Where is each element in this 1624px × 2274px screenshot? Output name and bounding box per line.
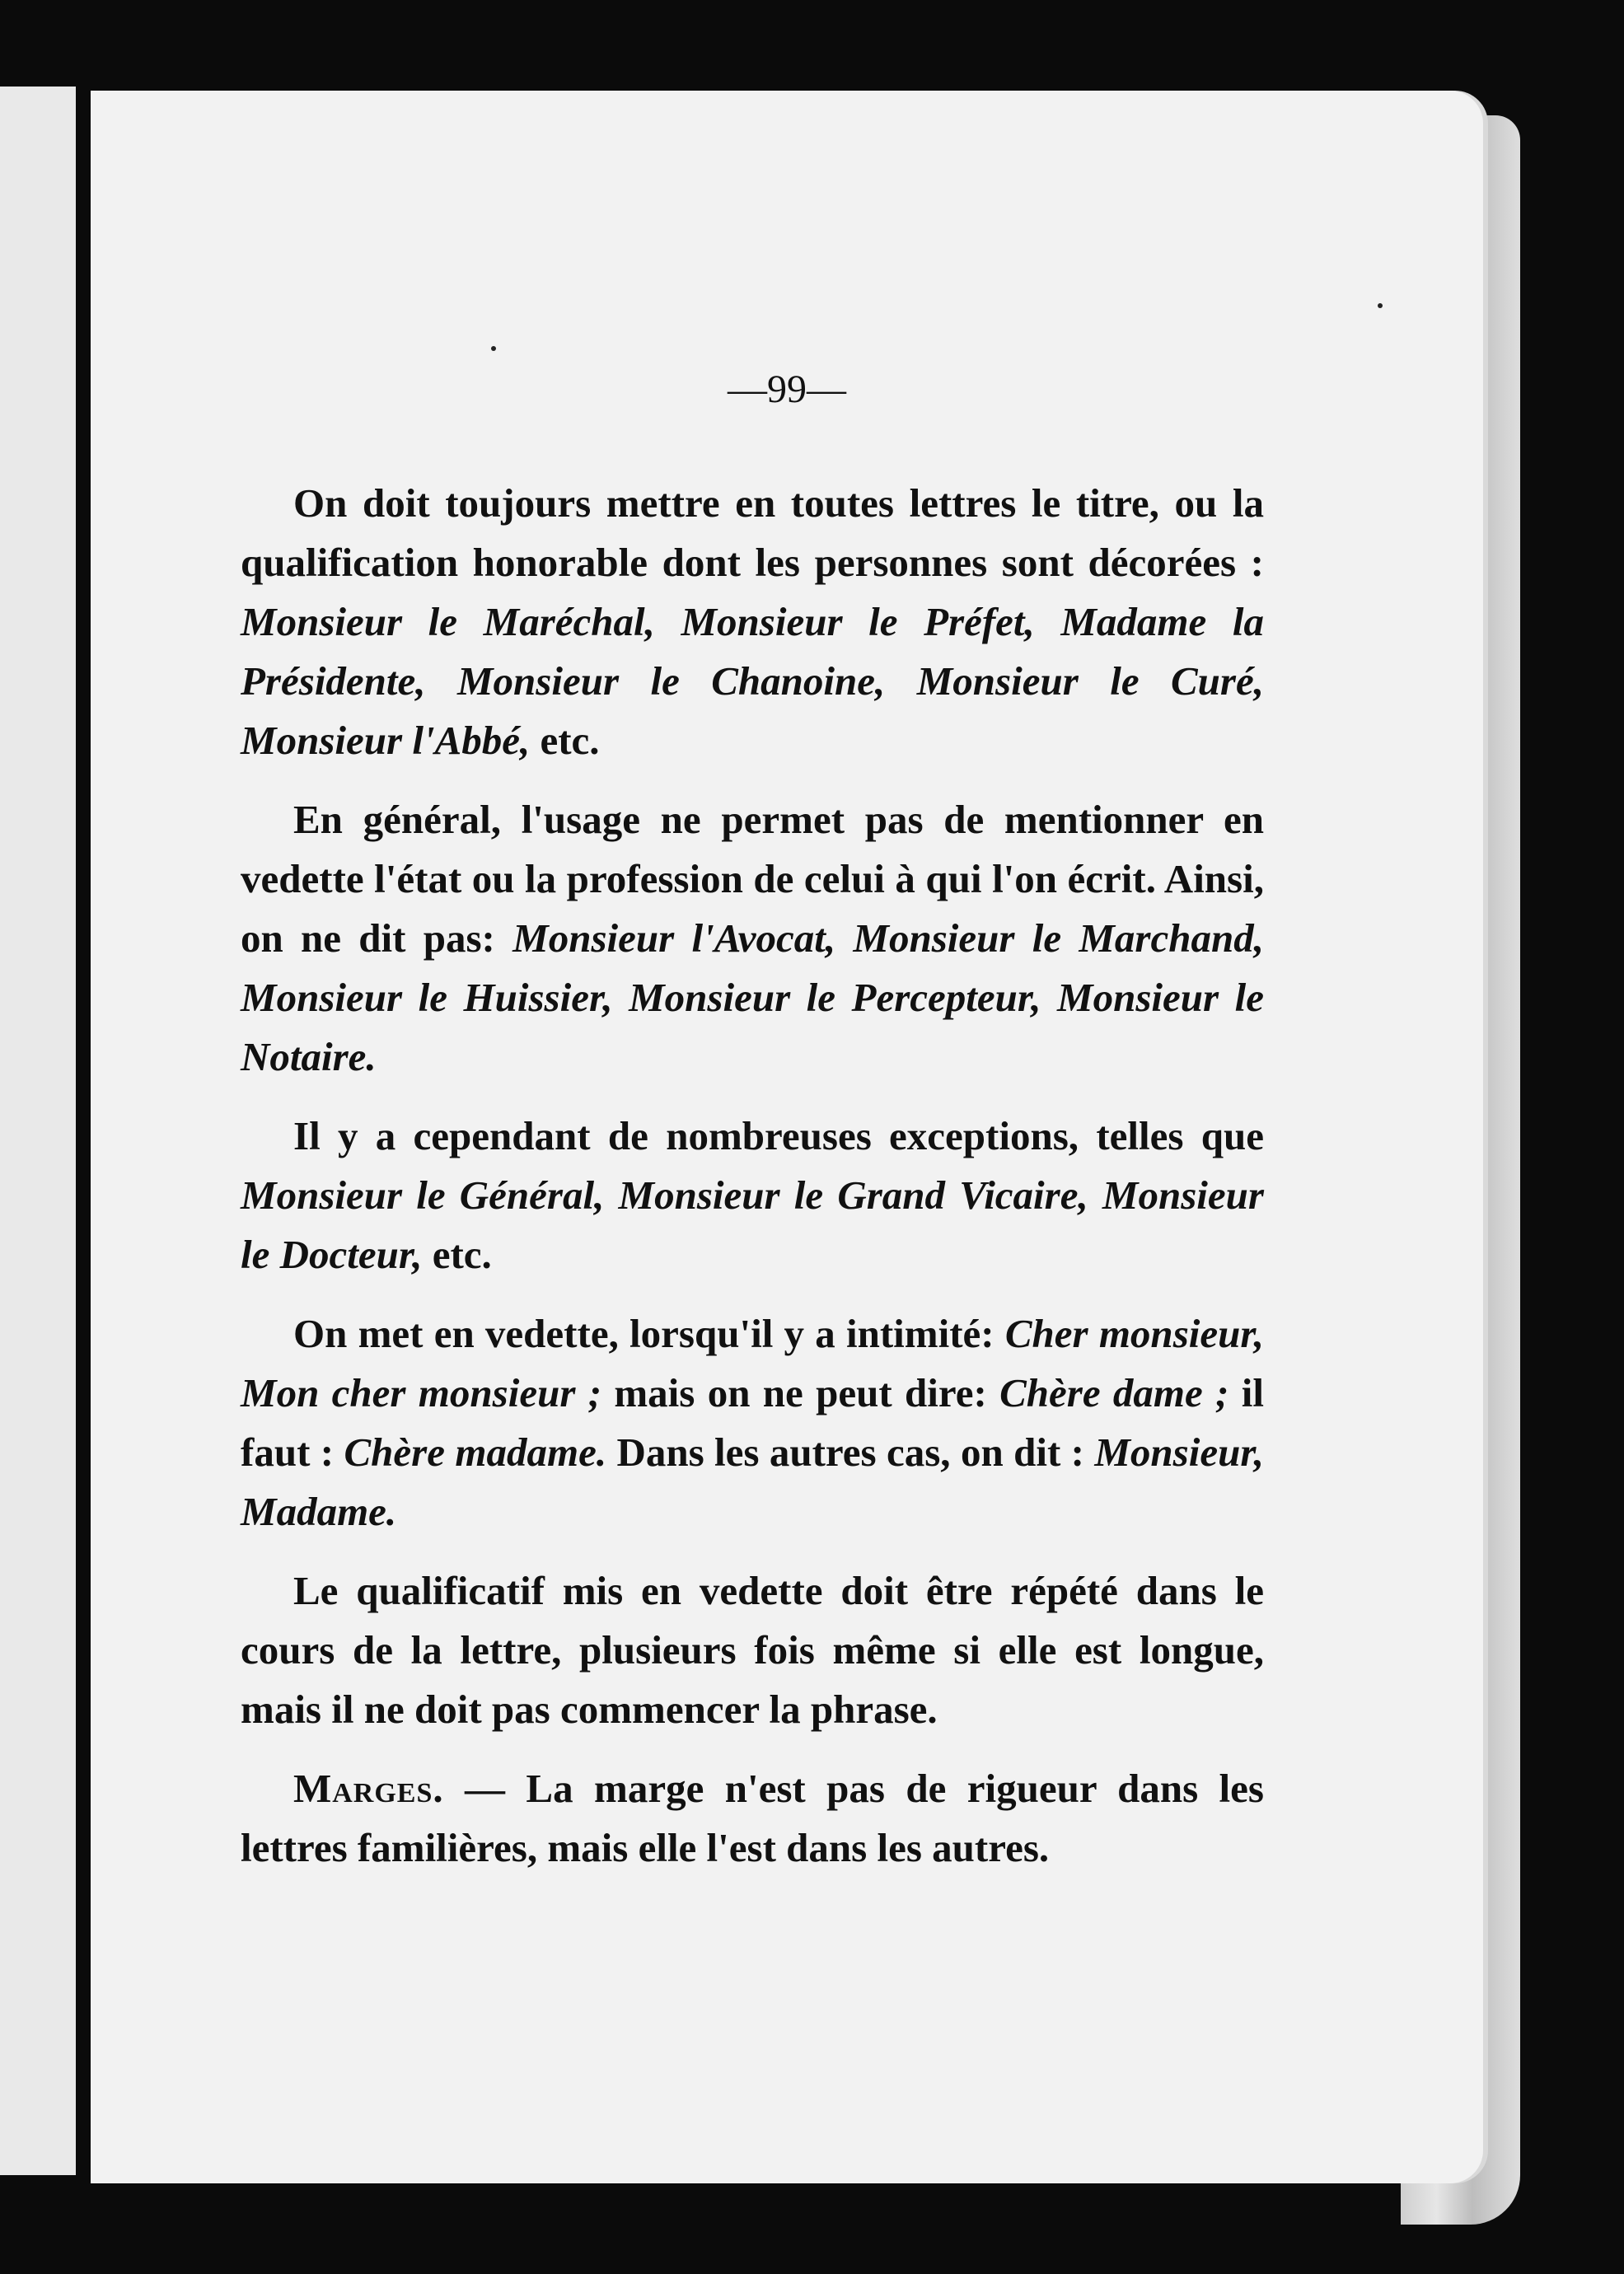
- italic-segment: Monsieur l'Avocat, Monsieur le Marchand, Monsieur le Huissier, Monsieur le Percepteur, Monsieur le Notaire.: [241, 915, 1265, 1079]
- book-page: [91, 91, 1483, 2183]
- page-number: —99—: [728, 367, 846, 411]
- italic-segment: Cher monsieur, Mon cher monsieur ;: [241, 1311, 1264, 1415]
- body-text: [241, 474, 1264, 1897]
- text-segment: — La marge n'est pas de rigueur dans les lettres familières, mais elle l'est dans les autres.: [241, 1766, 1264, 1870]
- italic-segment: Monsieur le Général, Monsieur le Grand Vicaire, Monsieur le Docteur,: [241, 1172, 1264, 1277]
- text-segment: Dans les autres cas, on dit :: [606, 1429, 1095, 1475]
- facing-page-edge: [0, 87, 76, 2175]
- paragraph: [241, 790, 1264, 1087]
- text-segment: etc.: [422, 1232, 492, 1277]
- text-segment: Il y a cependant de nombreuses exceptions, telles que: [293, 1113, 1264, 1158]
- italic-segment: Chère dame ;: [999, 1370, 1229, 1415]
- paragraph: [241, 1107, 1264, 1284]
- paper-speck: [491, 346, 496, 351]
- paragraph: [241, 1561, 1264, 1739]
- italic-segment: Monsieur le Maréchal, Monsieur le Préfet, Madame la Présidente, Monsieur le Chanoine, Monsieur le Curé, Monsieur l'Abbé,: [241, 599, 1264, 763]
- text-segment: etc.: [530, 718, 600, 763]
- italic-segment: Chère madame.: [344, 1429, 607, 1475]
- paragraph: [241, 1304, 1264, 1542]
- italic-segment: Monsieur, Madame.: [241, 1429, 1264, 1534]
- section-heading: Marges.: [293, 1766, 444, 1811]
- text-segment: En général, l'usage ne permet pas de mentionner en vedette l'état ou la profession de celui à qui l'on écrit. Ainsi, on ne dit pas:: [241, 797, 1264, 961]
- paragraph: [241, 1759, 1264, 1878]
- text-segment: Le qualificatif mis en vedette doit être répété dans le cours de la lettre, plusieurs fois même si elle est longue, mais il ne doit pas commencer la phrase.: [241, 1568, 1264, 1732]
- paper-speck: [1378, 303, 1383, 308]
- paragraph: [241, 474, 1264, 770]
- text-segment: On met en vedette, lorsqu'il y a intimité:: [293, 1311, 1005, 1356]
- text-segment: On doit toujours mettre en toutes lettres le titre, ou la qualification honorable dont les personnes sont décorées :: [241, 480, 1264, 585]
- text-segment: il faut :: [241, 1370, 1264, 1475]
- text-segment: mais on ne peut dire:: [601, 1370, 1000, 1415]
